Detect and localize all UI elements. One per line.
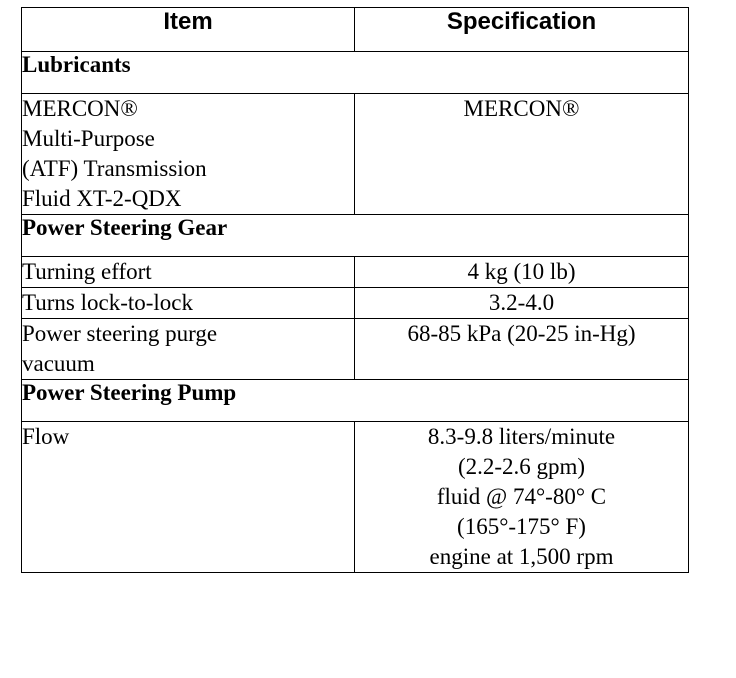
spec-cell: 8.3-9.8 liters/minute (2.2-2.6 gpm) fluid @ 74°-80° C (165°-175° F) engine at 1,500 rpm — [355, 422, 689, 573]
spec-cell: 68-85 kPa (20-25 in-Hg) — [355, 319, 689, 380]
spec-cell: MERCON® — [355, 94, 689, 215]
section-title: Power Steering Pump — [22, 380, 689, 422]
section-row-power-steering-pump — [22, 380, 689, 422]
item-cell: MERCON® Multi-Purpose (ATF) Transmission Fluid XT-2-QDX — [22, 94, 355, 215]
table-row — [22, 422, 689, 573]
item-cell: Power steering purge vacuum — [22, 319, 355, 380]
header-row — [22, 8, 689, 52]
section-row-power-steering-gear — [22, 215, 689, 257]
table-row — [22, 288, 689, 319]
section-title: Lubricants — [22, 52, 689, 94]
item-cell: Flow — [22, 422, 355, 573]
specification-table — [21, 7, 689, 573]
item-cell: Turns lock-to-lock — [22, 288, 355, 319]
header-specification: Specification — [355, 8, 689, 52]
spec-cell: 4 kg (10 lb) — [355, 257, 689, 288]
header-item: Item — [22, 8, 355, 52]
table-row — [22, 257, 689, 288]
section-row-lubricants — [22, 52, 689, 94]
spec-cell: 3.2-4.0 — [355, 288, 689, 319]
section-title: Power Steering Gear — [22, 215, 689, 257]
item-cell: Turning effort — [22, 257, 355, 288]
table-row — [22, 94, 689, 215]
table-row — [22, 319, 689, 380]
